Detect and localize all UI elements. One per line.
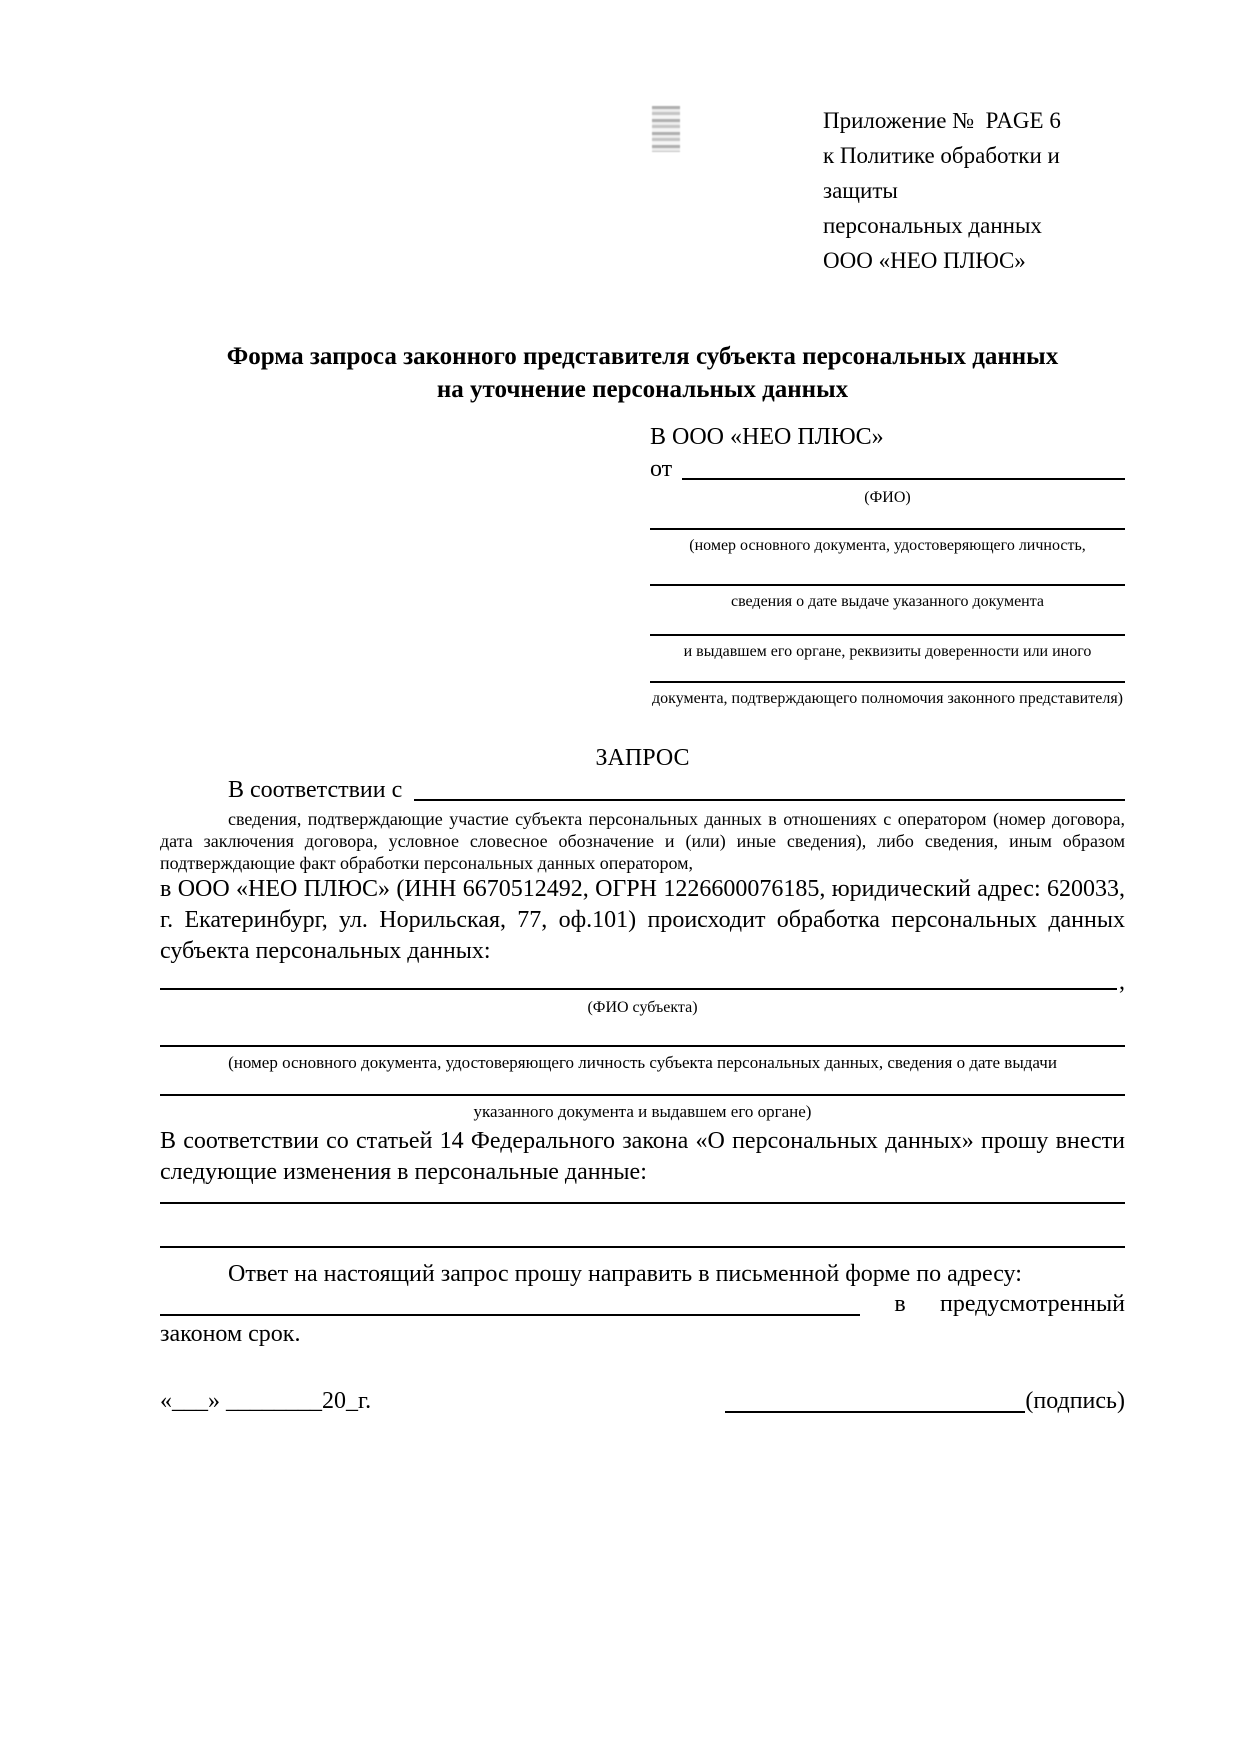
- title-line-1: Форма запроса законного представителя субъекта персональных данных: [226, 343, 1059, 370]
- word-stipulated: предусмотренный: [939, 1291, 1125, 1317]
- caption-fio: (ФИО): [864, 489, 911, 506]
- subject-authority-blank-line: [160, 1094, 1125, 1096]
- accordance-field-row: [160, 776, 1125, 804]
- policy-line-1: к Политике обработки и защиты: [823, 143, 1066, 203]
- fine-print-note: сведения, подтверждающие участие субъекта персональных данных в отношениях с оператором (номер договора, дата заключения договора, условное словесное обозначение и (или) иные сведения), либо сведения, иным образом подтверждающие факт обработки персональных данных оператором,: [160, 809, 1125, 873]
- blurred-field-artifact: [652, 106, 680, 152]
- issue-date-blank-line: [650, 584, 1125, 586]
- response-request-line: Ответ на настоящий запрос прошу направить в письменной форме по адресу:: [228, 1261, 1022, 1287]
- caption-issue-date: сведения о дате выдаче указанного документа: [730, 593, 1045, 610]
- title-line-2: на уточнение персональных данных: [436, 376, 849, 403]
- header-block: [823, 103, 1125, 278]
- response-term-line: законом срок.: [160, 1321, 301, 1347]
- subject-fio-blank-line: [160, 988, 1117, 990]
- representative-authority-blank-line: [650, 681, 1125, 683]
- addressee-to: В ООО «НЕО ПЛЮС»: [650, 424, 884, 450]
- caption-representative-authority: документа, подтверждающего полномочия законного представителя): [652, 690, 1123, 707]
- company-name: ООО «НЕО ПЛЮС»: [823, 248, 1026, 273]
- word-in: в: [894, 1291, 906, 1317]
- changes-blank-line-1: [160, 1202, 1125, 1204]
- address-blank-line: [160, 1314, 860, 1316]
- appendix-number-line: Приложение № PAGE 6: [823, 108, 1061, 133]
- subject-document-blank-line: [160, 1045, 1125, 1047]
- signature-blank-line: [725, 1411, 1025, 1413]
- accordance-blank-line: [414, 799, 1125, 801]
- from-name-blank-line: [682, 478, 1125, 480]
- caption-subject-document: (номер основного документа, удостоверяющего личность субъекта персональных данных, сведения о дате выдачи: [228, 1053, 1057, 1072]
- accordance-label: В соответствии с: [228, 777, 403, 803]
- document-number-blank-line: [650, 528, 1125, 530]
- response-address-row: [160, 1290, 1125, 1319]
- page-title: [160, 340, 1125, 406]
- caption-subject-authority: указанного документа и выдавшем его органе): [473, 1102, 812, 1121]
- addressee-block: [650, 418, 1125, 707]
- request-heading: ЗАПРОС: [595, 745, 690, 771]
- caption-subject-fio: (ФИО субъекта): [587, 999, 698, 1016]
- policy-line-2: персональных данных: [823, 213, 1042, 238]
- date-blank-text: «___» ________20_г.: [160, 1388, 372, 1414]
- issuing-authority-blank-line: [650, 634, 1125, 636]
- caption-issuing-authority: и выдавшем его органе, реквизиты доверенности или иного: [683, 643, 1092, 660]
- trailing-comma: ,: [1119, 969, 1125, 995]
- operator-paragraph: в ООО «НЕО ПЛЮС» (ИНН 6670512492, ОГРН 1226600076185, юридический адрес: 620033, г. Екатеринбург, ул. Норильская, 77, оф.101) происходит обработка персональных данных субъекта персональных данных:: [160, 876, 1125, 964]
- signature-row: [160, 1386, 1125, 1417]
- from-label: от: [650, 456, 673, 482]
- signature-right-group: [725, 1386, 1125, 1417]
- subject-fio-field-row: [160, 971, 1125, 993]
- caption-document-number: (номер основного документа, удостоверяющего личность,: [689, 537, 1086, 554]
- changes-blank-line-2: [160, 1246, 1125, 1248]
- amendment-paragraph: В соответствии со статьей 14 Федерального закона «О персональных данных» прошу внести следующие изменения в персональные данные:: [160, 1128, 1125, 1185]
- signature-caption: (подпись): [1025, 1388, 1125, 1414]
- from-field-row: [650, 456, 1125, 483]
